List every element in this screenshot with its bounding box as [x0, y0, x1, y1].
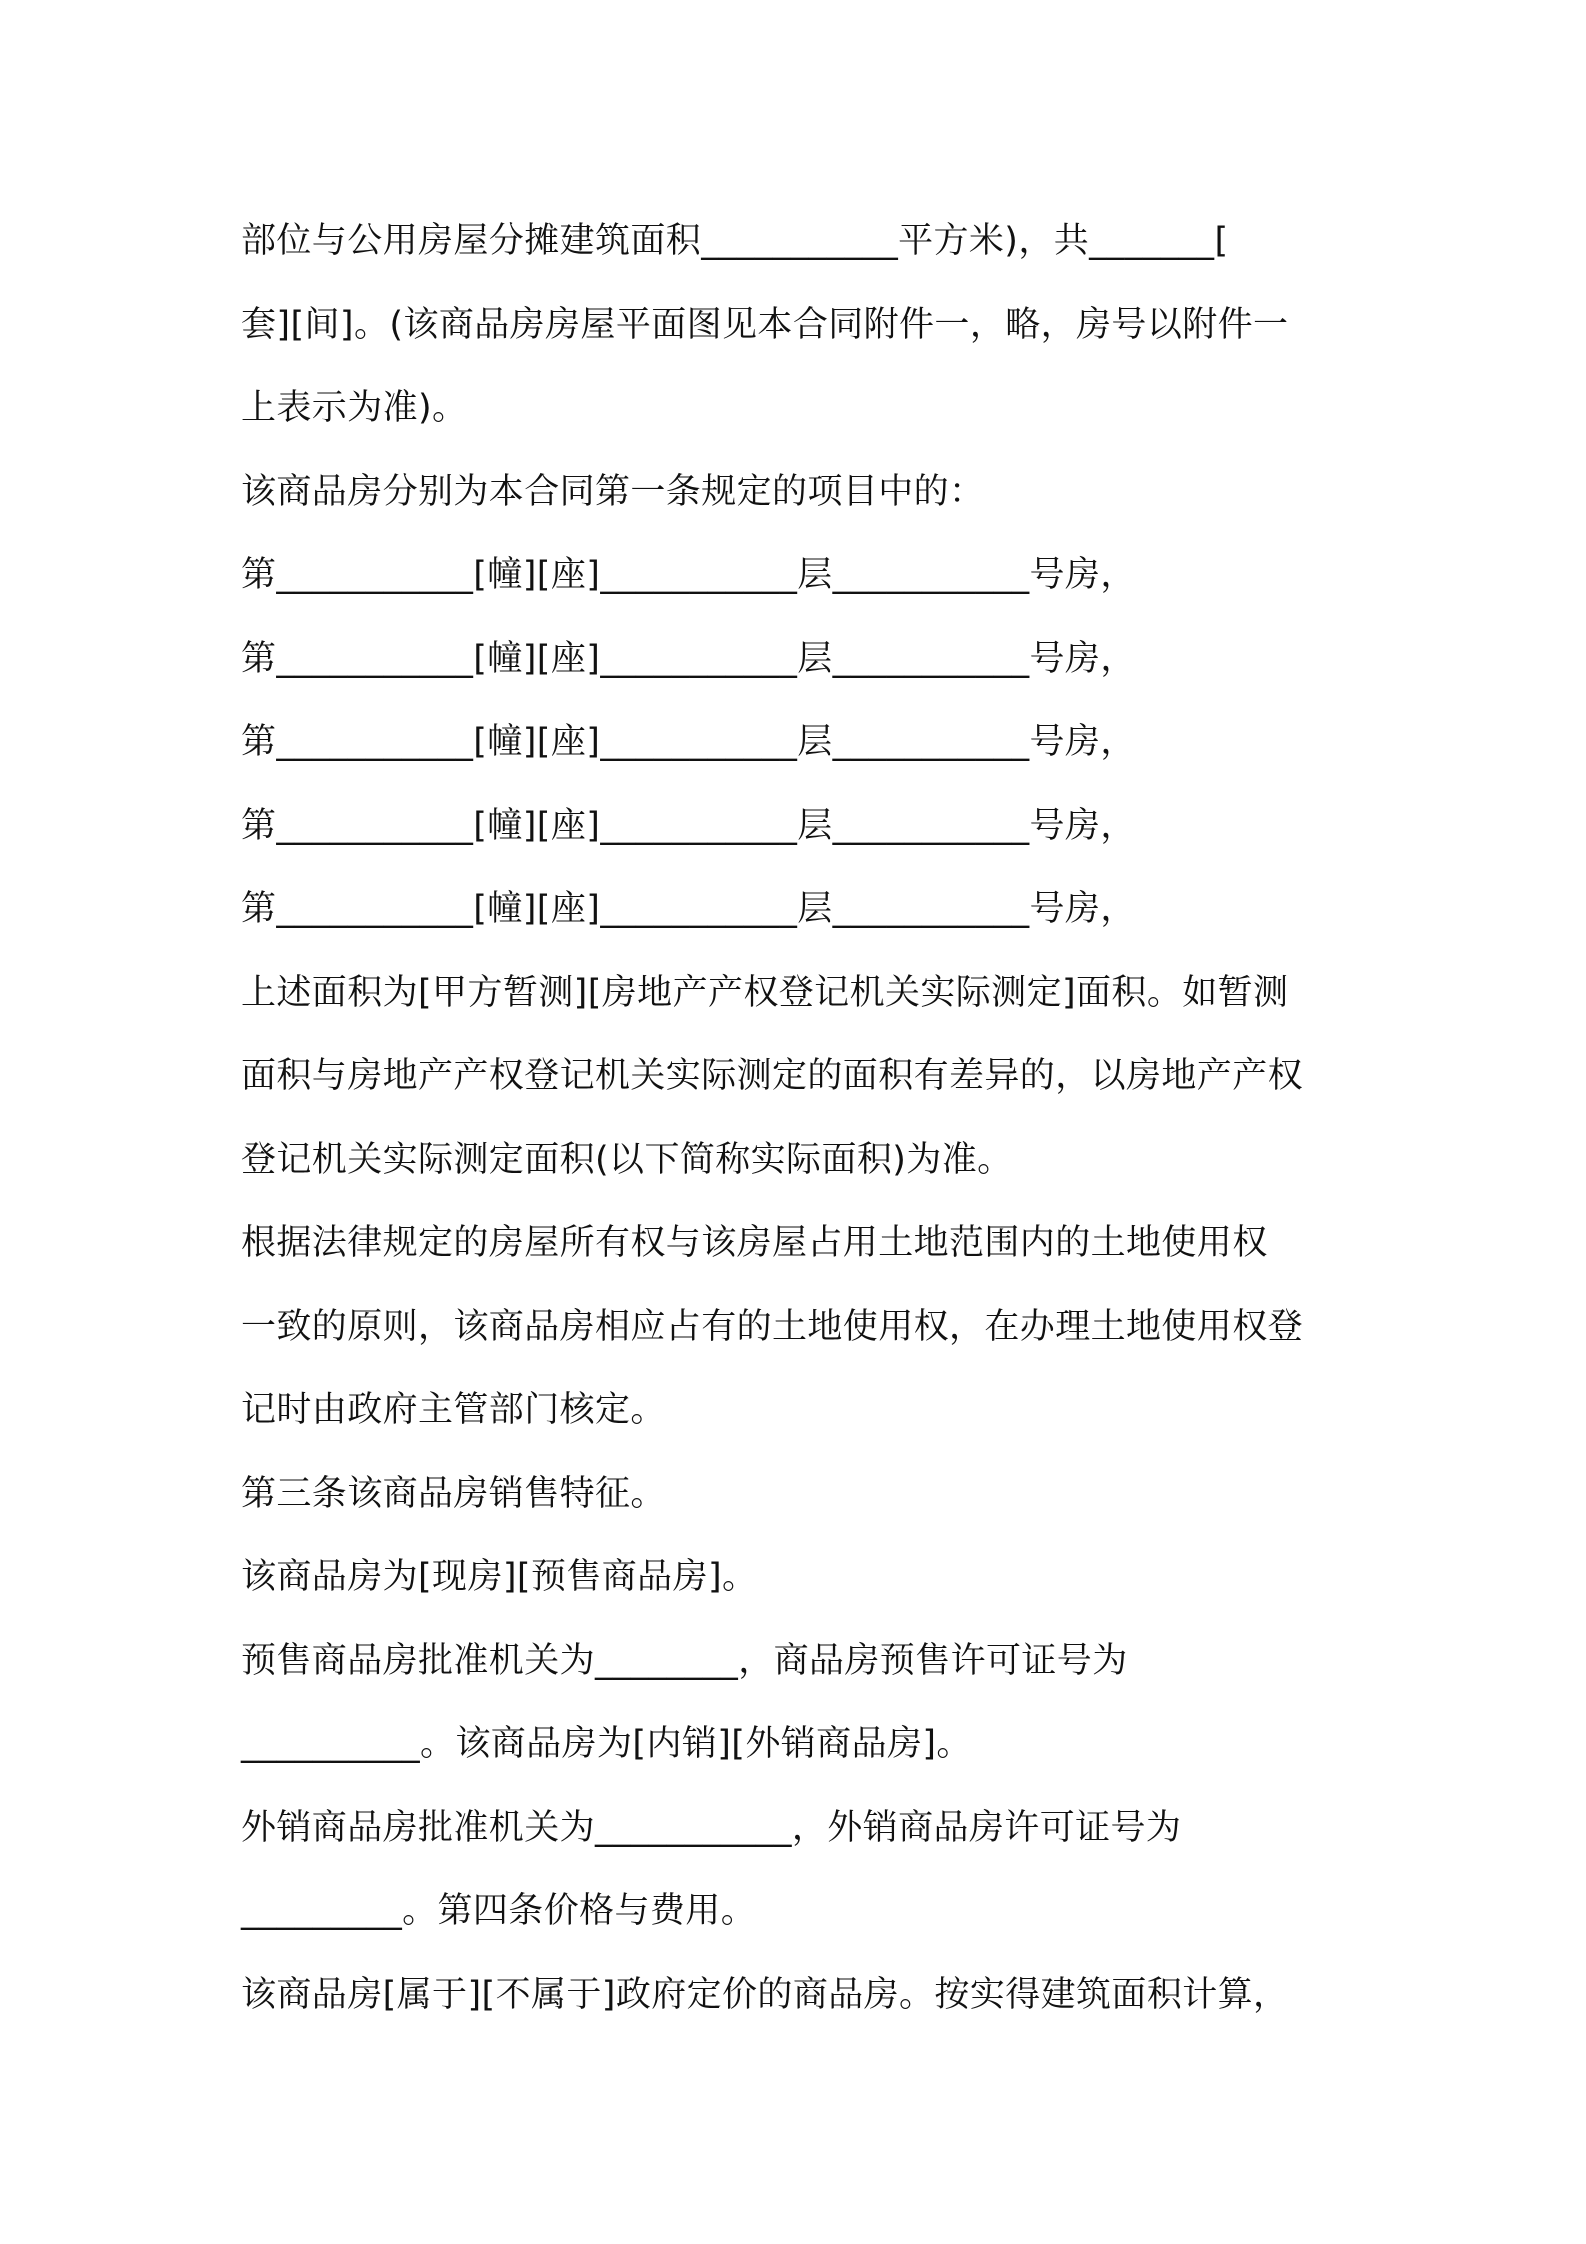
room-number-line: 第___________[幢][座]___________层___________号房， [241, 638, 1136, 679]
document-body [241, 200, 1361, 2037]
room-number-line: 第___________[幢][座]___________层___________号房， [241, 555, 1136, 595]
text-line: __________。该商品房为[内销][外销商品房]。 [241, 1724, 972, 1764]
room-number-line: 第___________[幢][座]___________层___________号房， [241, 805, 1136, 846]
text-line: 该商品房为[现房][预售商品房]。 [241, 1557, 758, 1597]
text-line: 部位与公用房屋分摊建筑面积___________平方米)，共_______[ [241, 221, 1229, 261]
room-number-line: 第___________[幢][座]___________层___________号房， [241, 889, 1136, 929]
text-line: 外销商品房批准机关为___________，外销商品房许可证号为 [241, 1807, 1182, 1848]
text-line: 面积与房地产产权登记机关实际测定的面积有差异的，以房地产产权 [241, 1056, 1304, 1096]
text-line: 该商品房[属于][不属于]政府定价的商品房。按实得建筑面积计算， [241, 1974, 1289, 2015]
text-line: 预售商品房批准机关为________，商品房预售许可证号为 [241, 1640, 1128, 1681]
text-line: 一致的原则，该商品房相应占有的土地使用权，在办理土地使用权登 [241, 1306, 1304, 1347]
text-line: 记时由政府主管部门核定。 [241, 1390, 666, 1430]
text-line: 套][间]。(该商品房房屋平面图见本合同附件一，略，房号以附件一 [241, 304, 1289, 345]
text-line: 上表示为准)。 [241, 388, 468, 428]
room-number-line: 第___________[幢][座]___________层___________号房， [241, 722, 1136, 762]
text-line: 该商品房分别为本合同第一条规定的项目中的： [241, 471, 985, 512]
text-line: 登记机关实际测定面积(以下简称实际面积)为准。 [241, 1139, 1013, 1180]
text-line: _________。第四条价格与费用。 [241, 1891, 757, 1931]
text-line: 根据法律规定的房屋所有权与该房屋占用土地范围内的土地使用权 [241, 1223, 1268, 1263]
article-heading: 第三条该商品房销售特征。 [241, 1473, 666, 1514]
text-line: 上述面积为[甲方暂测][房地产产权登记机关实际测定]面积。如暂测 [241, 972, 1289, 1013]
